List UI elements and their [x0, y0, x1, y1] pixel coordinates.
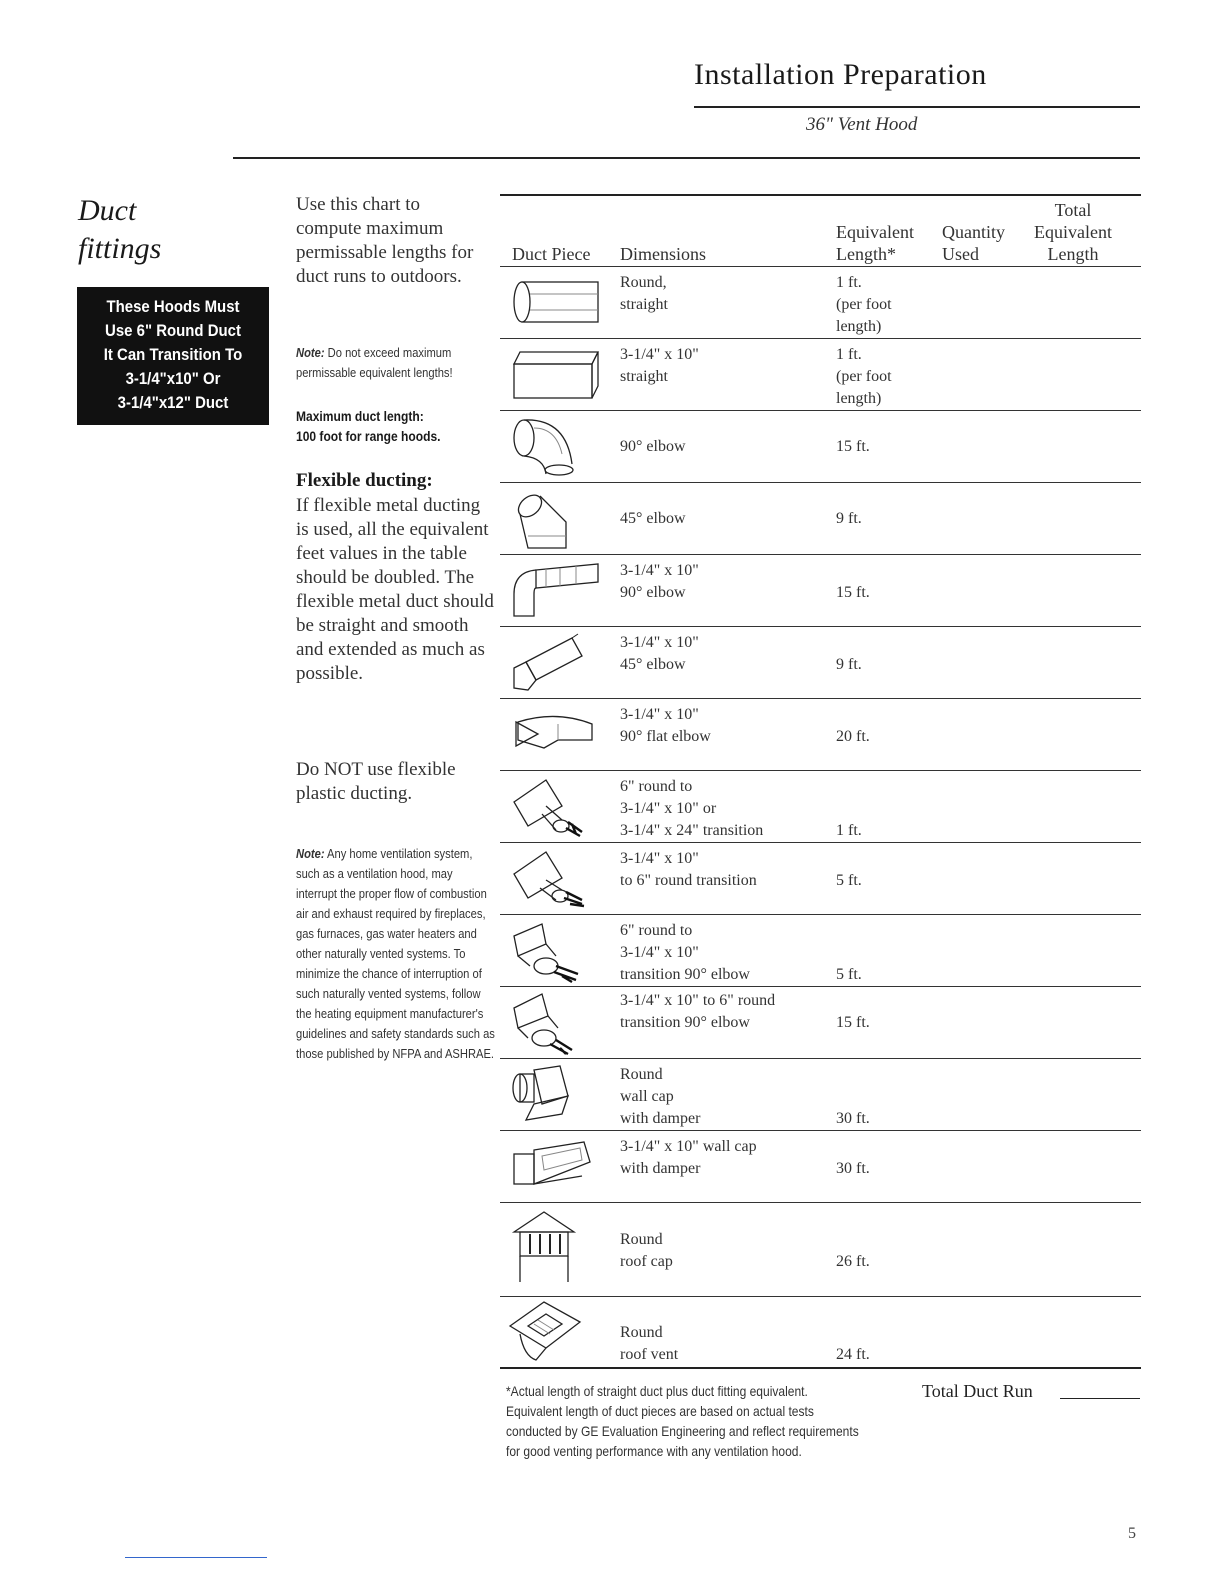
- section-title: [78, 192, 258, 268]
- duct-requirement-callout: [77, 287, 269, 425]
- round-to-rect-elbow-transition-icon: [506, 920, 596, 984]
- dimensions-line: 3-1/4" x 10": [620, 346, 699, 363]
- equivalent-line: 5 ft.: [836, 966, 862, 983]
- dimensions-line: Round,: [620, 274, 667, 291]
- equivalent-line: 26 ft.: [836, 1253, 870, 1270]
- table-top-rule: [500, 194, 1141, 196]
- dimensions-cell: [620, 632, 699, 676]
- max-duct-length: [296, 406, 502, 446]
- equivalent-line: 1 ft.: [836, 822, 862, 839]
- equivalent-line: 9 ft.: [836, 656, 862, 673]
- equivalent-cell: [836, 654, 862, 676]
- equivalent-cell: [836, 964, 862, 986]
- header-quantity-line-1: Quantity: [942, 222, 1005, 242]
- page-title: Installation Preparation: [694, 58, 987, 91]
- total-duct-run-label: Total Duct Run: [922, 1381, 1033, 1401]
- equivalent-line: 15 ft.: [836, 584, 870, 601]
- section-title-line-2: fittings: [78, 232, 162, 265]
- note-label: Note:: [296, 846, 325, 861]
- equivalent-line: 1 ft.: [836, 346, 862, 363]
- dimensions-line: 3-1/4" x 10" wall cap: [620, 1138, 757, 1155]
- rect-45-elbow-icon: [506, 632, 606, 692]
- dimensions-cell: [620, 1229, 673, 1273]
- equivalent-line: 24 ft.: [836, 1346, 870, 1363]
- dimensions-line: transition 90° elbow: [620, 966, 750, 983]
- round-roof-cap-icon: [506, 1210, 586, 1286]
- dimensions-line: roof vent: [620, 1346, 679, 1363]
- equivalent-line: length): [836, 318, 882, 335]
- dimensions-cell: [620, 272, 668, 316]
- round-to-rect-transition-icon: [506, 776, 596, 838]
- dimensions-cell: [620, 848, 757, 892]
- dimensions-line: 3-1/4" x 10": [620, 850, 699, 867]
- equivalent-cell: [836, 508, 862, 530]
- dimensions-line: 6" round to: [620, 922, 693, 939]
- rect-to-round-elbow-transition-icon: [506, 990, 596, 1056]
- header-total-line-1: Total: [1054, 200, 1092, 220]
- dimensions-line: 90° flat elbow: [620, 728, 711, 745]
- row-rule: [500, 1130, 1141, 1131]
- header-quantity-line-2: Used: [942, 244, 979, 264]
- header-dimensions: Dimensions: [620, 244, 707, 264]
- dimensions-line: 45° elbow: [620, 656, 686, 673]
- dimensions-line: 3-1/4" x 24" transition: [620, 822, 764, 839]
- dimensions-line: 3-1/4" x 10" or: [620, 800, 717, 817]
- equivalent-line: (per foot: [836, 296, 892, 313]
- dimensions-line: wall cap: [620, 1088, 674, 1105]
- dimensions-cell: [620, 560, 699, 604]
- equivalent-line: 9 ft.: [836, 510, 862, 527]
- equivalent-cell: [836, 1158, 870, 1180]
- table-bottom-rule: [500, 1367, 1141, 1369]
- equivalent-line: 30 ft.: [836, 1110, 870, 1127]
- header-total-equivalent-length: [1034, 199, 1112, 265]
- dimensions-line: with damper: [620, 1110, 701, 1127]
- row-rule: [500, 1058, 1141, 1059]
- callout-line: 3-1/4"x12" Duct: [117, 393, 229, 412]
- row-rule: [500, 410, 1141, 411]
- header-rule: [500, 266, 1141, 267]
- dimensions-line: Round: [620, 1231, 663, 1248]
- equivalent-cell: [836, 820, 862, 842]
- round-roof-vent-icon: [506, 1300, 596, 1366]
- header-equivalent-line-2: Length*: [836, 244, 896, 264]
- row-rule: [500, 554, 1141, 555]
- flexible-ducting-heading: Flexible ducting:: [296, 470, 433, 491]
- header-total-line-2: Equivalent: [1034, 222, 1112, 242]
- equivalent-cell: [836, 272, 892, 338]
- equivalent-line: 15 ft.: [836, 438, 870, 455]
- header-total-line-3: Length: [1047, 244, 1099, 264]
- header-equivalent-length: [836, 221, 914, 265]
- dimensions-line: 3-1/4" x 10": [620, 944, 699, 961]
- equivalent-cell: [836, 870, 862, 892]
- total-duct-run-blank: [1060, 1398, 1140, 1399]
- dimensions-line: 3-1/4" x 10" to 6" round: [620, 992, 776, 1009]
- dimensions-cell: [620, 344, 699, 388]
- max-length-line-2: 100 foot for range hoods.: [296, 428, 441, 444]
- plastic-ducting-warning: Do NOT use flexible plastic ducting.: [296, 759, 456, 804]
- header-quantity-used: [942, 221, 1005, 265]
- dimensions-line: roof cap: [620, 1253, 673, 1270]
- row-rule: [500, 698, 1141, 699]
- dimensions-line: Round: [620, 1066, 663, 1083]
- dimensions-cell: [620, 1064, 700, 1130]
- row-rule: [500, 1296, 1141, 1297]
- equivalent-line: 30 ft.: [836, 1160, 870, 1177]
- dimensions-cell: [620, 436, 686, 458]
- rect-straight-duct-icon: [506, 344, 606, 404]
- dimensions-line: with damper: [620, 1160, 701, 1177]
- equivalent-cell: [836, 726, 870, 748]
- rect-flat-elbow-icon: [506, 704, 606, 764]
- dimensions-cell: [620, 776, 763, 842]
- dimensions-line: 3-1/4" x 10": [620, 706, 699, 723]
- note-ventilation: [296, 844, 496, 1064]
- dimensions-line: 3-1/4" x 10": [620, 562, 699, 579]
- equivalent-cell: [836, 1108, 870, 1130]
- row-rule: [500, 482, 1141, 483]
- equivalent-cell: [836, 582, 870, 604]
- equivalent-line: 15 ft.: [836, 1014, 870, 1031]
- row-rule: [500, 338, 1141, 339]
- equivalent-line: (per foot: [836, 368, 892, 385]
- equivalent-cell: [836, 1251, 870, 1273]
- equivalent-cell: [836, 436, 870, 458]
- dimensions-line: straight: [620, 296, 668, 313]
- callout-line: These Hoods Must: [106, 297, 240, 316]
- dimensions-line: straight: [620, 368, 668, 385]
- note-label: Note:: [296, 345, 325, 360]
- note-text: Do not exceed maximum permissable equivalent lengths!: [296, 345, 453, 380]
- page-number: 5: [1128, 1525, 1136, 1542]
- dimensions-cell: [620, 1136, 757, 1180]
- dimensions-cell: [620, 508, 686, 530]
- footnote: *Actual length of straight duct plus duct fitting equivalent. Equivalent length of duct pieces are based on actual tests conducted by GE Evaluation Engineering and reflect requirements for good venting performance with any ventilation hood.: [506, 1383, 859, 1459]
- footer-link-underline[interactable]: [125, 1557, 267, 1558]
- round-straight-duct-icon: [506, 272, 606, 332]
- header-rule: [233, 157, 1140, 159]
- round-wall-cap-icon: [506, 1064, 586, 1126]
- equivalent-line: length): [836, 390, 882, 407]
- dimensions-cell: [620, 1322, 678, 1366]
- flexible-ducting-text: If flexible metal ducting is used, all the equivalent feet values in the table should be doubled. The flexible metal duct should be straight and smooth and extended as much as possible.: [296, 495, 494, 684]
- callout-line: 3-1/4"x10" Or: [125, 369, 221, 388]
- equivalent-line: 5 ft.: [836, 872, 862, 889]
- row-rule: [500, 770, 1141, 771]
- dimensions-line: 3-1/4" x 10": [620, 634, 699, 651]
- rect-wall-cap-icon: [506, 1136, 606, 1198]
- row-rule: [500, 1202, 1141, 1203]
- header-duct-piece: Duct Piece: [512, 244, 591, 264]
- row-rule: [500, 626, 1141, 627]
- dimensions-line: transition 90° elbow: [620, 1014, 750, 1031]
- dimensions-line: 90° elbow: [620, 584, 686, 601]
- dimensions-cell: [620, 920, 750, 986]
- rect-90-elbow-icon: [506, 560, 606, 620]
- dimensions-cell: [620, 704, 711, 748]
- note-exceed: [296, 343, 496, 383]
- round-45-elbow-icon: [506, 486, 586, 552]
- dimensions-cell: [620, 990, 775, 1034]
- section-title-line-1: Duct: [78, 194, 137, 227]
- row-rule: [500, 842, 1141, 843]
- dimensions-line: 90° elbow: [620, 438, 686, 455]
- callout-line: Use 6" Round Duct: [105, 321, 241, 340]
- page-subtitle: 36" Vent Hood: [806, 114, 918, 135]
- note-text: Any home ventilation system, such as a ventilation hood, may interrupt the proper flow of combustion air and exhaust required by fireplaces, gas furnaces, gas water heaters and other naturally vented systems. To minimize the chance of interruption of such naturally vented systems, follow the heating equipment manufacturer's guidelines and safety standards such as those published by NFPA and ASHRAE.: [296, 846, 495, 1061]
- equivalent-cell: [836, 1344, 870, 1366]
- dimensions-line: Round: [620, 1324, 663, 1341]
- dimensions-line: to 6" round transition: [620, 872, 757, 889]
- rect-to-round-transition-icon: [506, 848, 596, 910]
- equivalent-line: 20 ft.: [836, 728, 870, 745]
- header-equivalent-line-1: Equivalent: [836, 222, 914, 242]
- row-rule: [500, 914, 1141, 915]
- intro-text: Use this chart to compute maximum permissable lengths for duct runs to outdoors.: [296, 194, 474, 287]
- round-90-elbow-icon: [506, 414, 586, 480]
- callout-line: It Can Transition To: [103, 345, 243, 364]
- equivalent-line: 1 ft.: [836, 274, 862, 291]
- equivalent-cell: [836, 344, 892, 410]
- row-rule: [500, 986, 1141, 987]
- dimensions-line: 6" round to: [620, 778, 693, 795]
- max-length-line-1: Maximum duct length:: [296, 408, 424, 424]
- equivalent-cell: [836, 1012, 870, 1034]
- title-rule: [694, 106, 1140, 108]
- dimensions-line: 45° elbow: [620, 510, 686, 527]
